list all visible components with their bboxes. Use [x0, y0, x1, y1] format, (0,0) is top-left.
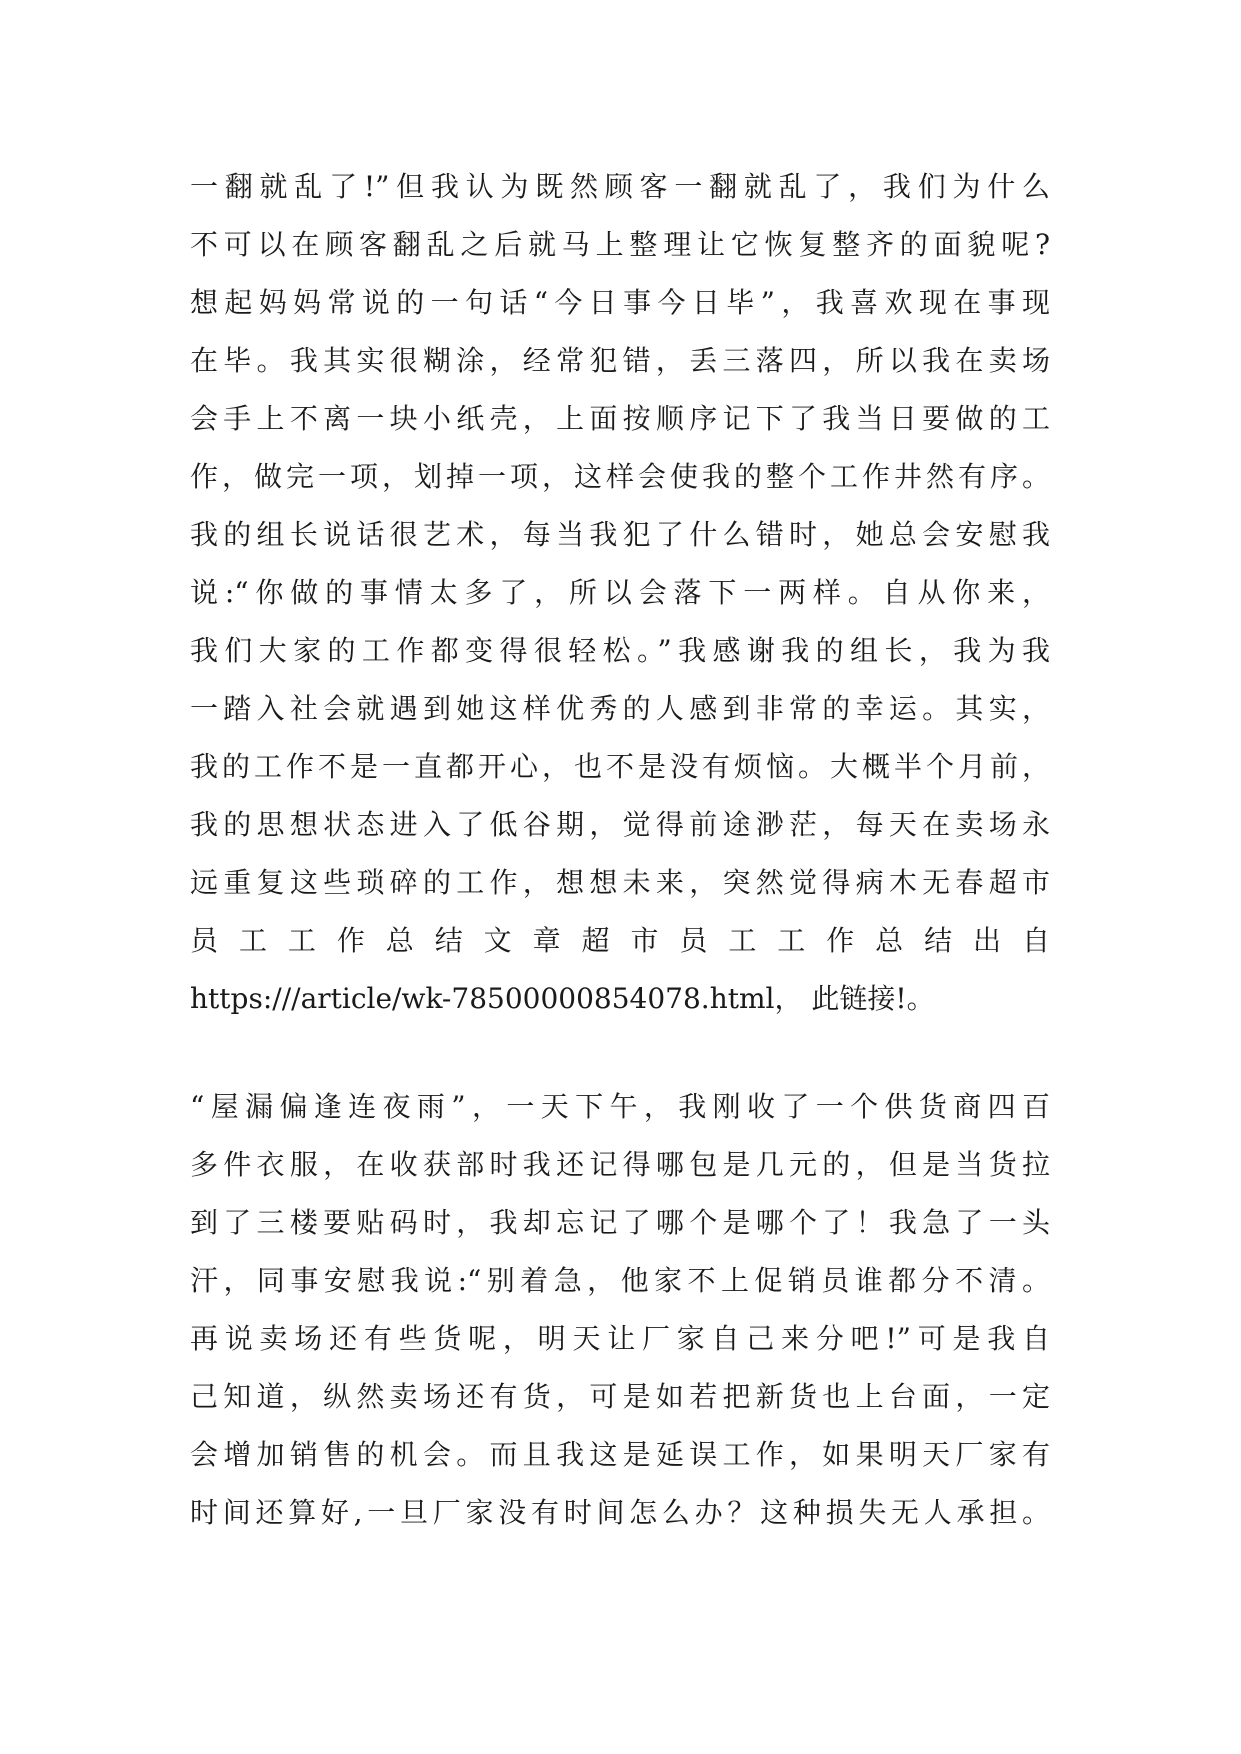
text-line: 我的组长说话很艺术，每当我犯了什么错时，她总会安慰我	[190, 518, 1050, 551]
text-line: 远重复这些琐碎的工作，想想未来，突然觉得病木无春超市	[190, 866, 1050, 899]
text-line: 汗，同事安慰我说:“别着急，他家不上促销员谁都分不清。	[190, 1264, 1050, 1297]
text-line: 到了三楼要贴码时，我却忘记了哪个是哪个了！我急了一头	[190, 1206, 1050, 1239]
text-line: 时间还算好,一旦厂家没有时间怎么办？这种损失无人承担。	[190, 1496, 1050, 1529]
text-line: 在毕。我其实很糊涂，经常犯错，丢三落四，所以我在卖场	[190, 344, 1050, 377]
text-line: 想起妈妈常说的一句话“今日事今日毕”，我喜欢现在事现	[190, 286, 1050, 319]
text-line: 说:“你做的事情太多了，所以会落下一两样。自从你来，	[190, 576, 1050, 609]
text-line: 会手上不离一块小纸壳，上面按顺序记下了我当日要做的工	[190, 402, 1050, 435]
text-line: 多件衣服，在收获部时我还记得哪包是几元的，但是当货拉	[190, 1148, 1050, 1181]
text-line: 员 工 工 作 总 结 文 章 超 市 员 工 工 作 总 结 出 自	[190, 924, 1050, 957]
text-line: 不可以在顾客翻乱之后就马上整理让它恢复整齐的面貌呢?	[190, 228, 1050, 261]
text-line: “屋漏偏逢连夜雨”，一天下午，我刚收了一个供货商四百	[190, 1090, 1050, 1123]
source-link-line: https:///article/wk-78500000854078.html， 此链接!。	[190, 982, 935, 1015]
text-line: 我的思想状态进入了低谷期，觉得前途渺茫，每天在卖场永	[190, 808, 1050, 841]
text-line: 一翻就乱了!”但我认为既然顾客一翻就乱了，我们为什么	[190, 170, 1050, 203]
text-line: 一踏入社会就遇到她这样优秀的人感到非常的幸运。其实，	[190, 692, 1050, 725]
text-line: 己知道，纵然卖场还有货，可是如若把新货也上台面，一定	[190, 1380, 1050, 1413]
text-line: 会增加销售的机会。而且我这是延误工作，如果明天厂家有	[190, 1438, 1050, 1471]
text-line: 作，做完一项，划掉一项，这样会使我的整个工作井然有序。	[190, 460, 1050, 493]
paragraph	[190, 1078, 1050, 1542]
text-line: 我们大家的工作都变得很轻松。”我感谢我的组长，我为我	[190, 634, 1050, 667]
text-line: 再说卖场还有些货呢，明天让厂家自己来分吧!”可是我自	[190, 1322, 1050, 1355]
paragraph	[190, 158, 1050, 1028]
text-line: 我的工作不是一直都开心，也不是没有烦恼。大概半个月前，	[190, 750, 1050, 783]
